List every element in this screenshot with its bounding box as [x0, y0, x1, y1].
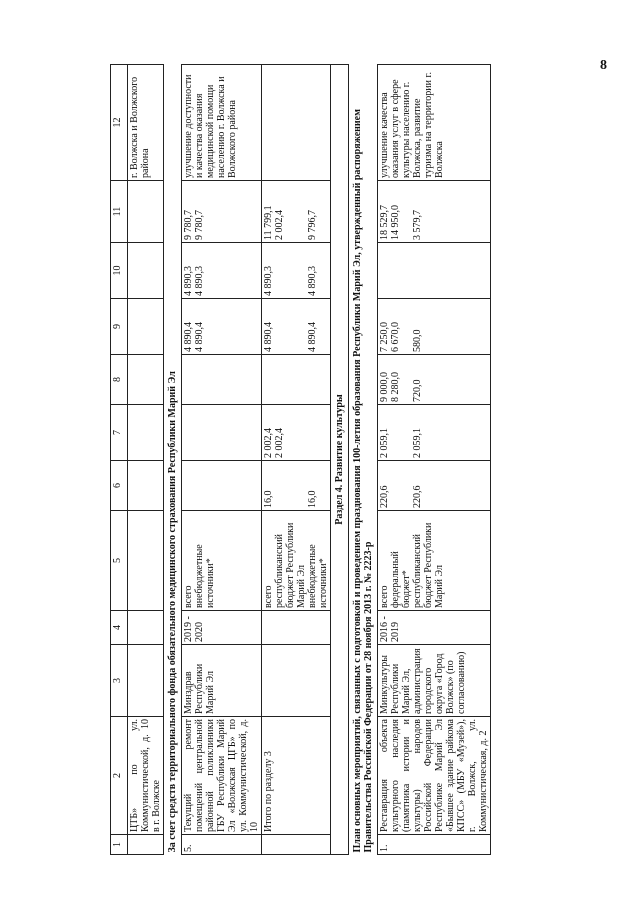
row-number: 1.: [378, 835, 491, 855]
amount: 580,0: [412, 329, 423, 352]
amount: 2 002,4: [274, 210, 285, 240]
amount: 14 950,0: [390, 205, 401, 240]
table-row: [182, 65, 262, 855]
amount: 16,0: [307, 490, 318, 508]
col-header: 11: [111, 181, 128, 243]
executor: Минкультуры Республики Марий Эл, администрация городского округа «Город Волжск» (по согласованию): [378, 645, 491, 717]
source-line: всего: [379, 585, 390, 608]
section-subtitle: План основных мероприятий, связанных с подготовкой и проведением празднования 100-летия образования Республики Марий Эл, утвержденный распоряжением Правительства Российской Федерации от 28 ноября 2013 г. № 2223-р: [349, 65, 378, 855]
amount: 9 796,7: [307, 210, 318, 240]
source-line: внебюджетные источники*: [194, 544, 216, 608]
budget-table: [110, 64, 491, 855]
event-name: Реставрация объекта культурного наследия (памятника истории и культуры) народов Российской Федерации Республике Марий Эл «Бывшее здание райкома КПСС» (МБУ «Музей»), г. Волжск, ул. Коммунистическая, д. 2: [378, 717, 491, 835]
amount: 720,0: [412, 379, 423, 402]
amount: 4 890,4: [263, 322, 274, 352]
amount: 3 579,7: [412, 210, 423, 240]
amount: 11 799,1: [263, 205, 274, 240]
col-header: 2: [111, 717, 128, 835]
row-top-name: ЦТБ» по ул. Коммунистической, д. 10 в г. Волжске: [128, 717, 164, 835]
col-header: 6: [111, 461, 128, 511]
col-header: 12: [111, 65, 128, 181]
section-row: [349, 65, 378, 855]
page-number: 8: [600, 58, 607, 73]
col-header: 9: [111, 299, 128, 355]
col-header: 4: [111, 611, 128, 645]
col-header: 8: [111, 355, 128, 405]
amount: 4 890,3: [307, 266, 318, 296]
amount: 18 529,7: [379, 205, 390, 240]
row-number: 5.: [182, 835, 262, 855]
executor: Минздрав Республики Марий Эл: [182, 645, 262, 717]
source-line: республиканский бюджет Республики Марий Эл: [274, 522, 307, 608]
period: 2019 - 2020: [182, 611, 262, 645]
table-row: [128, 65, 164, 855]
amount: 4 890,3: [194, 266, 205, 296]
source-line: федеральный бюджет*: [390, 551, 412, 608]
amount: 220,6: [412, 485, 423, 508]
col-header: 7: [111, 405, 128, 461]
section-row: [331, 65, 349, 855]
col-header: 10: [111, 243, 128, 299]
amount: 6 670,0: [390, 322, 401, 352]
col-header: 3: [111, 645, 128, 717]
expected-result: улучшение качества оказания услуг в сфере культуры населению г. Волжска, развитие туризма на территории г. Волжска: [378, 65, 491, 181]
period: 2016 - 2019: [378, 611, 491, 645]
amount: 4 890,4: [183, 322, 194, 352]
expected-result: улучшение доступности и качества оказания медицинской помощи населению г. Волжска и Волжского района: [182, 65, 262, 181]
amount: 4 890,3: [263, 266, 274, 296]
section-title: Раздел 4. Развитие культуры: [331, 65, 349, 855]
amount: 4 890,3: [183, 266, 194, 296]
amount: 2 002,4: [263, 428, 274, 458]
amount: 9 000,0: [379, 372, 390, 402]
amount: 7 250,0: [379, 322, 390, 352]
amount: 2 059,1: [379, 428, 390, 458]
source-line: внебюджетные источники*: [307, 544, 329, 608]
source-line: всего: [263, 585, 274, 608]
section-row: [164, 65, 182, 855]
rotated-page: [110, 65, 640, 855]
amount: 16,0: [263, 490, 274, 508]
total-label: Итого по разделу 3: [262, 717, 331, 835]
section-title: За счет средств территориального фонда обязательного медицинского страхования Республики Марий Эл: [164, 65, 182, 855]
amount: 2 059,1: [412, 428, 423, 458]
amount: 8 280,0: [390, 372, 401, 402]
source-line: всего: [183, 585, 194, 608]
table-row: [378, 65, 491, 855]
row-top-result: г. Волжска и Волжского района: [128, 65, 164, 181]
col-header: 5: [111, 511, 128, 611]
source-line: республиканский бюджет Республики Марий Эл: [412, 522, 445, 608]
header-row: [111, 65, 128, 855]
amount: 4 890,4: [194, 322, 205, 352]
amount: 220,6: [379, 485, 390, 508]
amount: 9 780,7: [183, 210, 194, 240]
total-row: [262, 65, 331, 855]
event-name: Текущий ремонт помещений центральной районной поликлиники ГБУ Республики Марий Эл «Волжская ЦГБ» по ул. Коммунистической, д. 10: [182, 717, 262, 835]
amount: 4 890,4: [307, 322, 318, 352]
amount: 9 780,7: [194, 210, 205, 240]
col-header: 1: [111, 835, 128, 855]
amount: 2 002,4: [274, 428, 285, 458]
